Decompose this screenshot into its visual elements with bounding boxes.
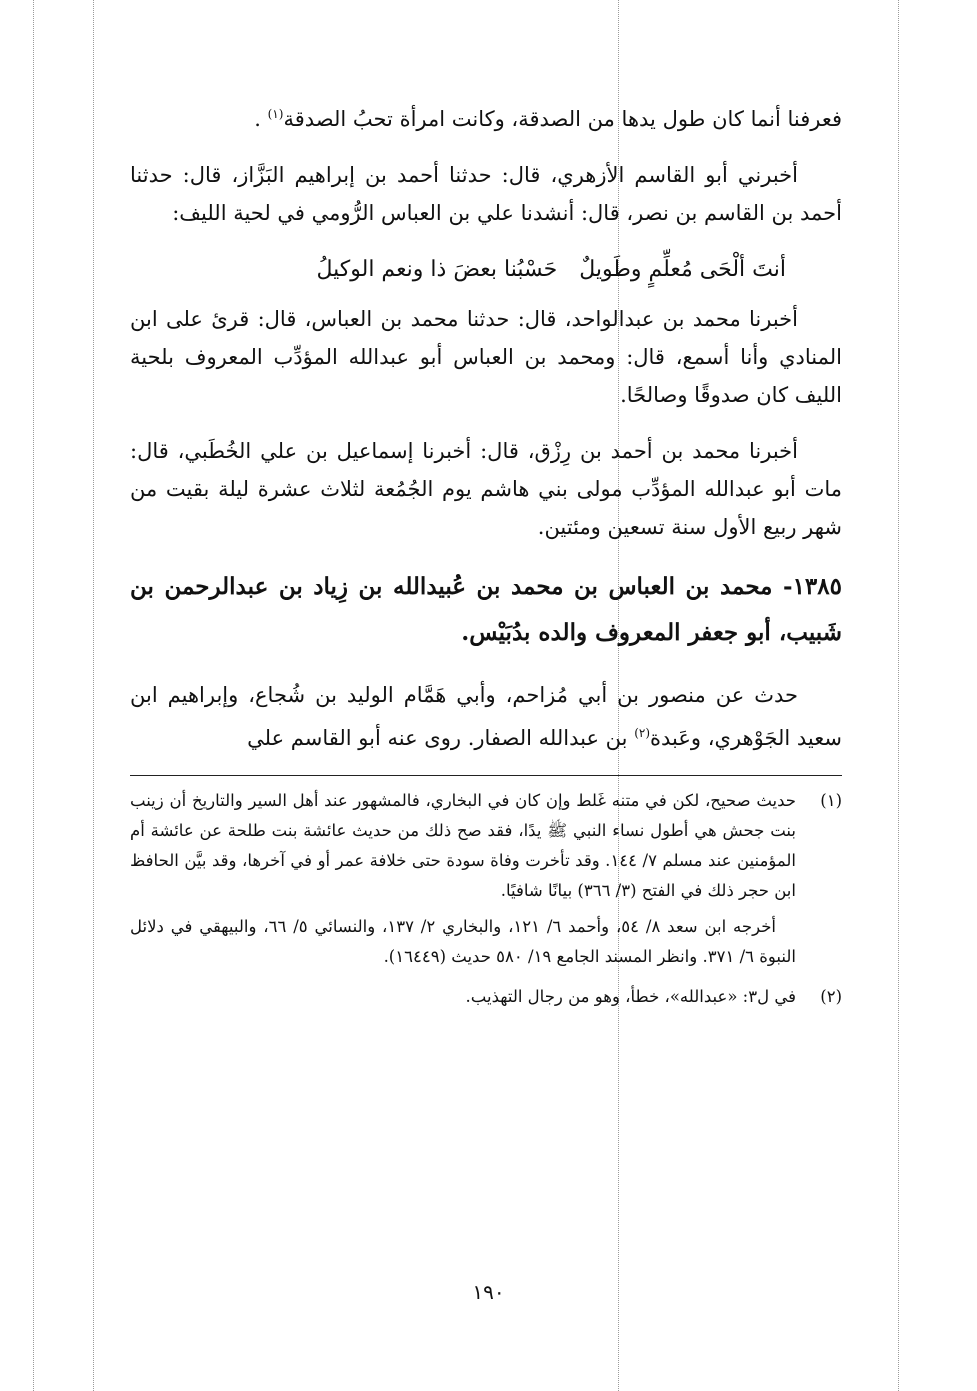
page-number: ١٩٠ <box>472 1280 505 1304</box>
footnote-continuation: أخرجه ابن سعد ٨/ ٥٤، وأحمد ٦/ ١٢١، والبخاري ٢/ ١٣٧، والنسائي ٥/ ٦٦، والبيهقي في دلائل النبوة ٦/ ٣٧١. وانظر المسند الجامع ١٩/ ٥٨٠ حديث (١٦٤٤٩). <box>130 917 796 966</box>
scan-guide-line <box>33 0 34 1391</box>
biography-entry-heading: ١٣٨٥- محمد بن العباس بن محمد بن عُبيدالله بن زِياد بن عبدالرحمن بن شَبيب، أبو جعفر المعروف والده بدُبَيْس. <box>130 573 842 646</box>
footnote-reference[interactable]: (١) <box>267 107 284 121</box>
body-paragraph: أخبرنا محمد بن أحمد بن رِزْق، قال: أخبرنا إسماعيل بن علي الخُطَبي، قال: مات أبو عبدالله المؤدِّب مولى بني هاشم يوم الجُمُعة لثلاث عشرة ليلة بقيت من شهر ربيع الأول سنة تسعين ومئتين. <box>130 439 842 539</box>
footnote <box>130 982 842 1012</box>
book-page <box>130 95 842 1018</box>
body-paragraph <box>130 95 842 138</box>
body-paragraph <box>130 676 842 757</box>
body-paragraph: أخبرني أبو القاسم الأزهري، قال: حدثنا أحمد بن إبراهيم البَزَّاز، قال: حدثنا أحمد بن القاسم بن نصر، قال: أنشدنا علي بن العباس الرُّومي في لحية الليف: <box>130 163 842 225</box>
footnote-number: (١) <box>820 791 842 810</box>
body-paragraph: أخبرنا محمد بن عبدالواحد، قال: حدثنا محمد بن العباس، قال: قرئ على ابن المنادي وأنا أسمع، قال: ومحمد بن العباس أبو عبدالله المؤدِّب المعروف بلحية الليف كان صدوقًا وصالحًا. <box>130 307 842 407</box>
paragraph-text: بن عبدالله الصفار. روى عنه أبو القاسم علي <box>247 726 635 750</box>
footnote-text: حديث صحيح، لكن في متنه غَلط وإن كان في البخاري، فالمشهور عند أهل السير والتاريخ أن زينب بنت جحش هي أطول نساء النبي ﷺ يدًا، فقد صح ذلك من حديث عائشة بنت طلحة عن عائشة أم المؤمنين عند مسلم ٧/ ١٤٤. وقد تأخرت وفاة سودة حتى خلافة عمر أو في آخرها، وقد بيَّن الحافظ ابن حجر ذلك في الفتح (٣/ ٣٦٦) بيانًا شافيًا. <box>130 791 796 900</box>
footnote-reference[interactable]: (٢) <box>634 726 651 740</box>
footnote <box>130 786 842 906</box>
paragraph-text: فعرفنا أنما كان طول يدها من الصدقة، وكانت امرأة تحبُ الصدقة <box>283 107 842 131</box>
footnote-divider <box>130 775 842 776</box>
poem-verse <box>130 250 842 290</box>
verse-first-hemistich: أنتَ ألْحَى مُعلِّمٍ وطَويلٌ <box>579 257 786 282</box>
footnote-number: (٢) <box>820 987 842 1006</box>
footnote-text: في ل٣: «عبدالله»، خطأ، وهو من رجال التهذيب. <box>465 987 796 1006</box>
paragraph-text: . <box>254 107 268 131</box>
scan-guide-line <box>93 0 94 1391</box>
verse-second-hemistich: حَسْبُنا بعضَ ذا ونعم الوكيلُ <box>316 257 558 282</box>
scan-guide-line <box>898 0 899 1391</box>
paragraph-text: حدث عن منصور بن أبي مُزاحم، وأبي هَمَّام الوليد بن شُجاع، وإبراهيم ابن سعيد الجَوْهري، وعَبدة <box>130 683 842 750</box>
